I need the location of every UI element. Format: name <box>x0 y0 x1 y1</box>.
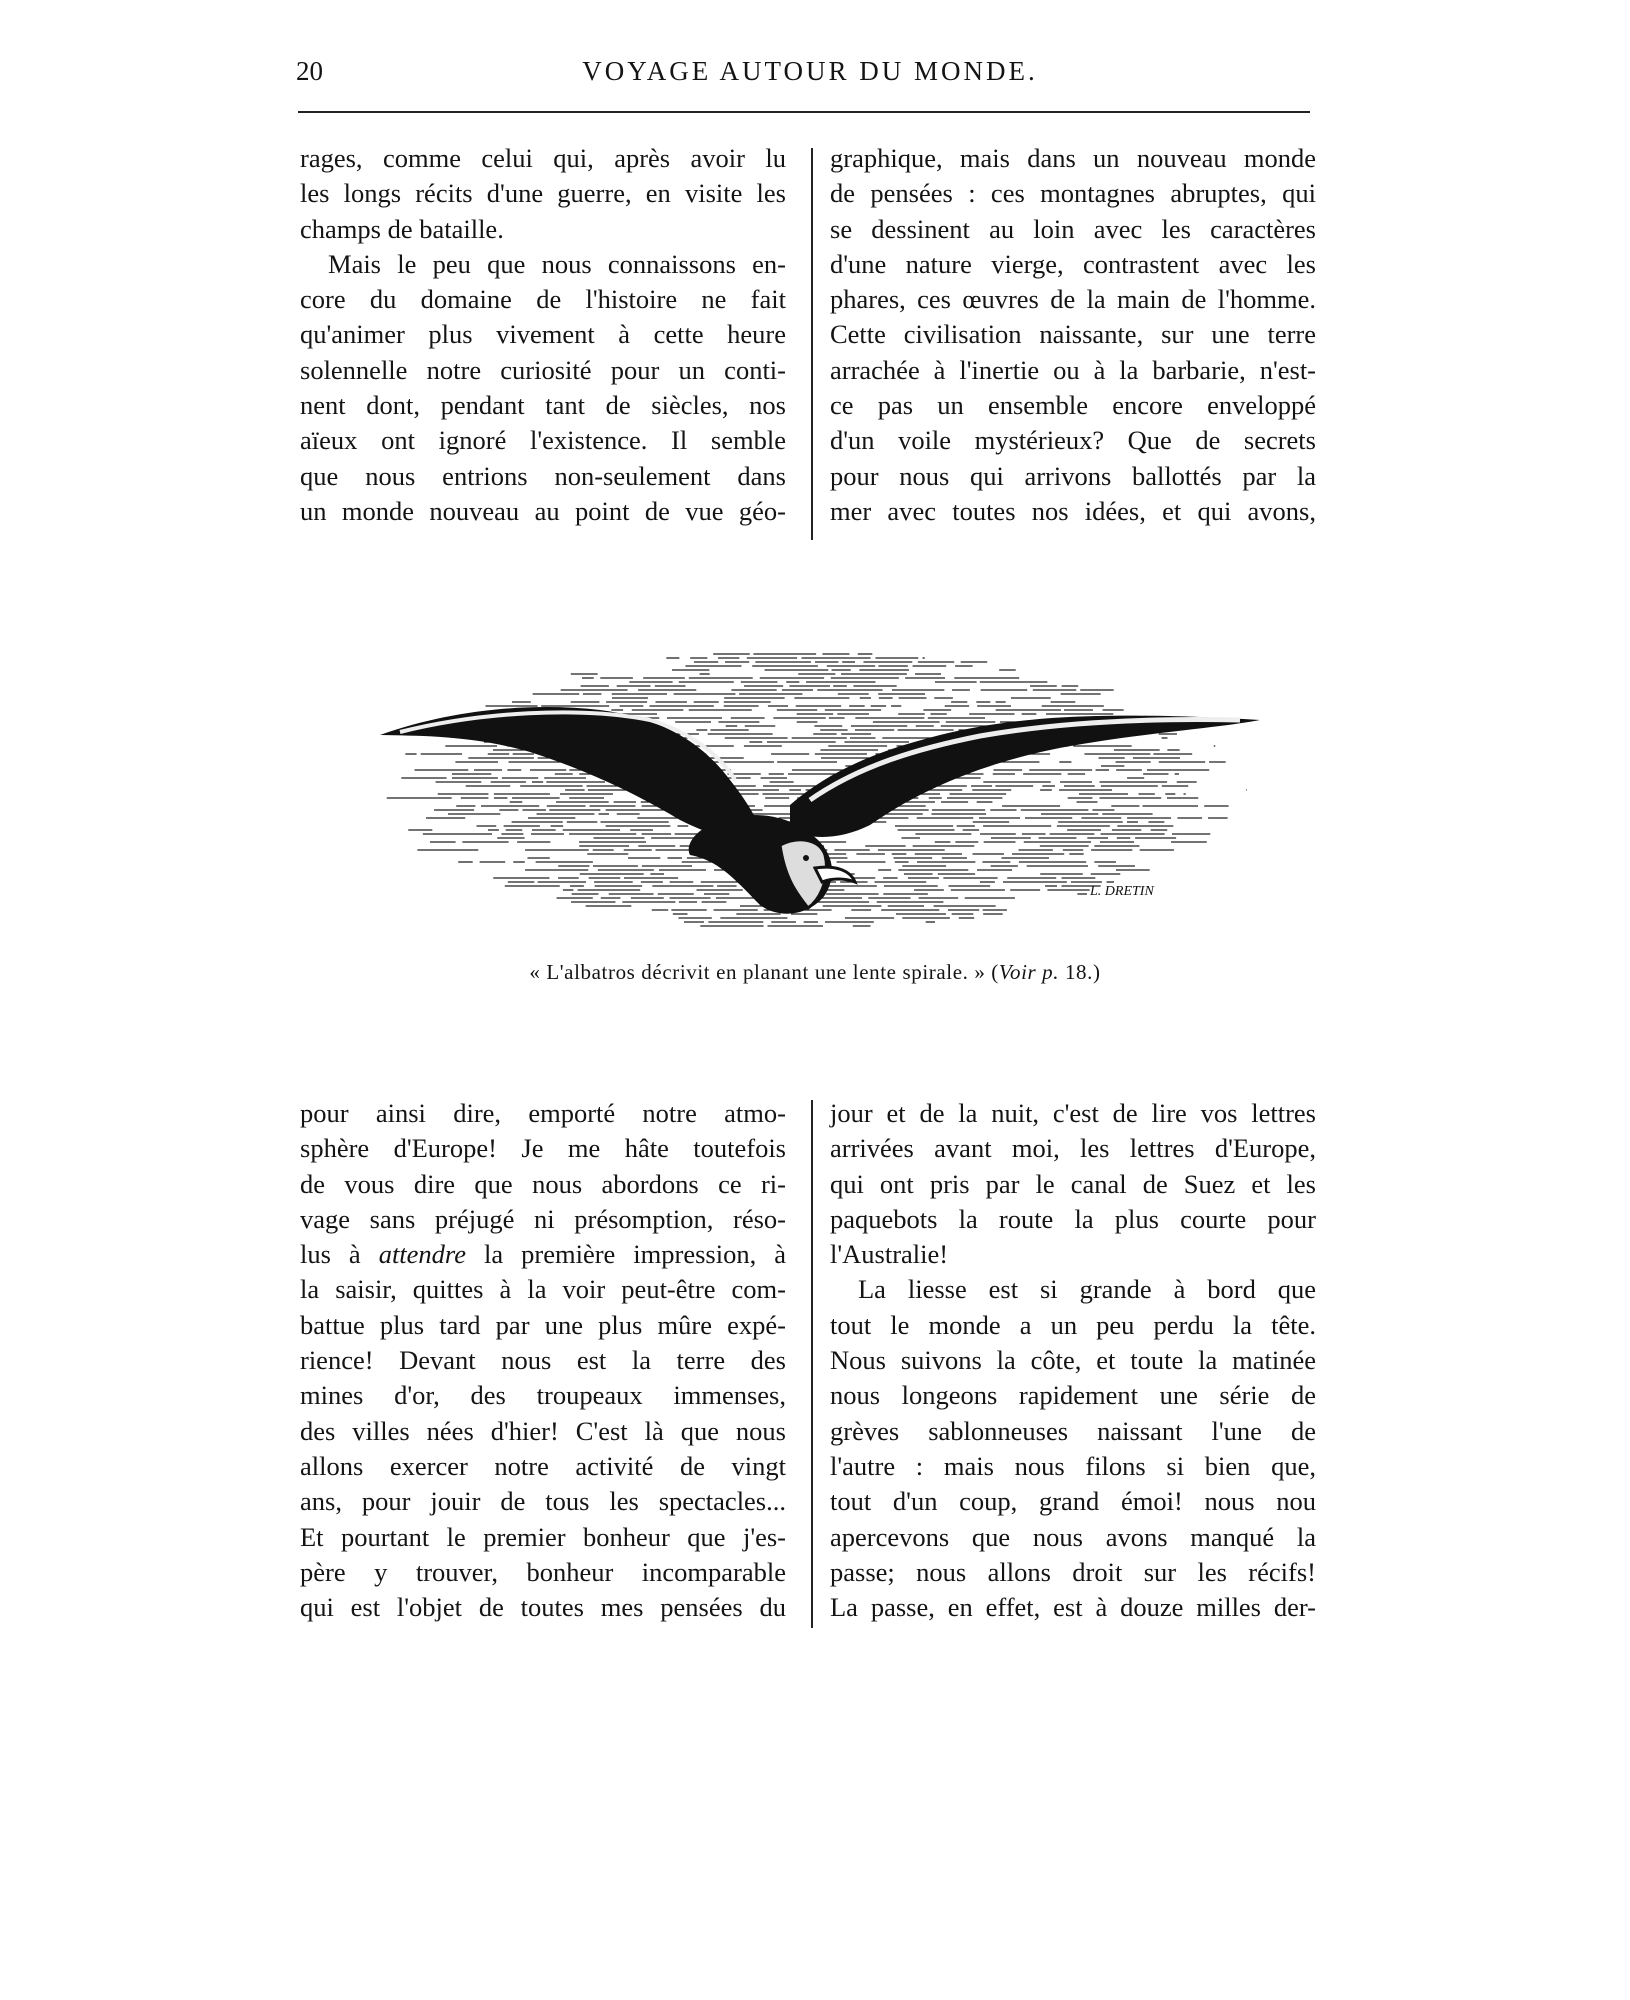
text-line: un monde nouveau au point de vue géo- <box>300 495 786 526</box>
caption-ref-number: 18.) <box>1059 960 1101 984</box>
text-line: que nous entrions non-seulement dans <box>300 460 786 491</box>
bottom-right-column <box>830 1096 1316 1625</box>
text-line: tout le monde a un peu perdu la tête. <box>830 1309 1316 1340</box>
running-title-text: VOYAGE AUTOUR DU MONDE. <box>582 56 1038 86</box>
running-title <box>0 56 1630 87</box>
text-line: les longs récits d'une guerre, en visite les <box>300 178 786 209</box>
italic-segment: attendre <box>378 1239 467 1270</box>
text-line: la saisir, quittes à la voir peut-être com- <box>300 1274 786 1305</box>
text-line: allons exercer notre activité de vingt <box>300 1450 786 1481</box>
header-rule <box>298 111 1310 113</box>
text-line: nous longeons rapidement une série de <box>830 1380 1316 1411</box>
albatross-illustration <box>360 640 1270 940</box>
text-line: pour nous qui arrivons ballottés par la <box>830 460 1316 491</box>
text-line: qu'animer plus vivement à cette heure <box>300 319 786 350</box>
page-number: 20 <box>296 56 323 86</box>
text-line: jour et de la nuit, c'est de lire vos lettres <box>830 1098 1316 1128</box>
text-line: solennelle notre curiosité pour un conti- <box>300 354 786 385</box>
text-line: sphère d'Europe! Je me hâte toutefois <box>300 1133 786 1164</box>
text-line: La passe, en effet, est à douze milles der- <box>830 1592 1316 1623</box>
text-line: apercevons que nous avons manqué la <box>830 1521 1316 1552</box>
text-line: mines d'or, des troupeaux immenses, <box>300 1380 786 1411</box>
text-line: d'une nature vierge, contrastent avec les <box>830 248 1316 279</box>
text-line: graphique, mais dans un nouveau monde <box>830 143 1316 173</box>
bottom-left-column <box>300 1096 786 1625</box>
top-right-column <box>830 141 1316 529</box>
text-line: arrivées avant moi, les lettres d'Europe, <box>830 1133 1316 1164</box>
text-line: phares, ces œuvres de la main de l'homme. <box>830 284 1316 315</box>
text-line: de pensées : ces montagnes abruptes, qui <box>830 178 1316 209</box>
text-line: père y trouver, bonheur incomparable <box>300 1556 786 1587</box>
text-line: passe; nous allons droit sur les récifs! <box>830 1556 1316 1587</box>
text-segment: la première impression, à <box>466 1239 786 1270</box>
caption-ref-open: ( <box>991 960 999 984</box>
text-line: Cette civilisation naissante, sur une terre <box>830 319 1316 350</box>
text-line: nent dont, pendant tant de siècles, nos <box>300 390 786 421</box>
text-line: ce pas un ensemble encore enveloppé <box>830 390 1316 421</box>
text-line: battue plus tard par une plus mûre expé- <box>300 1309 786 1340</box>
top-left-column <box>300 141 786 529</box>
caption-ref-italic: Voir p. <box>998 960 1060 984</box>
text-line: l'Australie! <box>830 1239 949 1270</box>
text-line: Mais le peu que nous connaissons en- <box>328 248 786 279</box>
text-line: se dessinent au loin avec les caractères <box>830 213 1316 244</box>
column-divider-bottom <box>811 1100 813 1628</box>
text-line: pour ainsi dire, emporté notre atmo- <box>300 1098 786 1128</box>
caption-quote: « L'albatros décrivit en planant une lente spirale. » <box>529 960 986 984</box>
text-line: core du domaine de l'histoire ne fait <box>300 284 786 315</box>
text-line: rages, comme celui qui, après avoir lu <box>300 143 786 173</box>
text-line: qui ont pris par le canal de Suez et les <box>830 1168 1316 1199</box>
figure-caption <box>0 960 1630 985</box>
text-line: qui est l'objet de toutes mes pensées du <box>300 1592 786 1623</box>
text-line: ans, pour jouir de tous les spectacles... <box>300 1486 786 1517</box>
text-line: grèves sablonneuses naissant l'une de <box>830 1415 1316 1446</box>
text-line: mer avec toutes nos idées, et qui avons, <box>830 495 1316 526</box>
text-line: d'un voile mystérieux? Que de secrets <box>830 425 1316 456</box>
text-line: champs de bataille. <box>300 213 504 244</box>
eye <box>803 855 809 861</box>
text-line: de vous dire que nous abordons ce ri- <box>300 1168 786 1199</box>
column-divider-top <box>811 148 813 540</box>
text-line: Et pourtant le premier bonheur que j'es- <box>300 1521 786 1552</box>
text-line: Nous suivons la côte, et toute la matinée <box>830 1345 1316 1376</box>
text-line: paquebots la route la plus courte pour <box>830 1203 1316 1234</box>
text-line: arrachée à l'inertie ou à la barbarie, n'est- <box>830 354 1316 385</box>
text-line: aïeux ont ignoré l'existence. Il semble <box>300 425 786 456</box>
text-line: tout d'un coup, grand émoi! nous nou <box>830 1486 1316 1517</box>
text-line <box>300 1237 786 1272</box>
text-segment: lus à <box>300 1239 379 1270</box>
engraver-signature: L. DRETIN <box>1090 884 1154 899</box>
text-line: des villes nées d'hier! C'est là que nous <box>300 1415 786 1446</box>
text-line: La liesse est si grande à bord que <box>858 1274 1316 1305</box>
beak <box>815 867 855 882</box>
text-line: rience! Devant nous est la terre des <box>300 1345 786 1376</box>
text-line: l'autre : mais nous filons si bien que, <box>830 1450 1316 1481</box>
text-line: vage sans préjugé ni présomption, réso- <box>300 1203 786 1234</box>
